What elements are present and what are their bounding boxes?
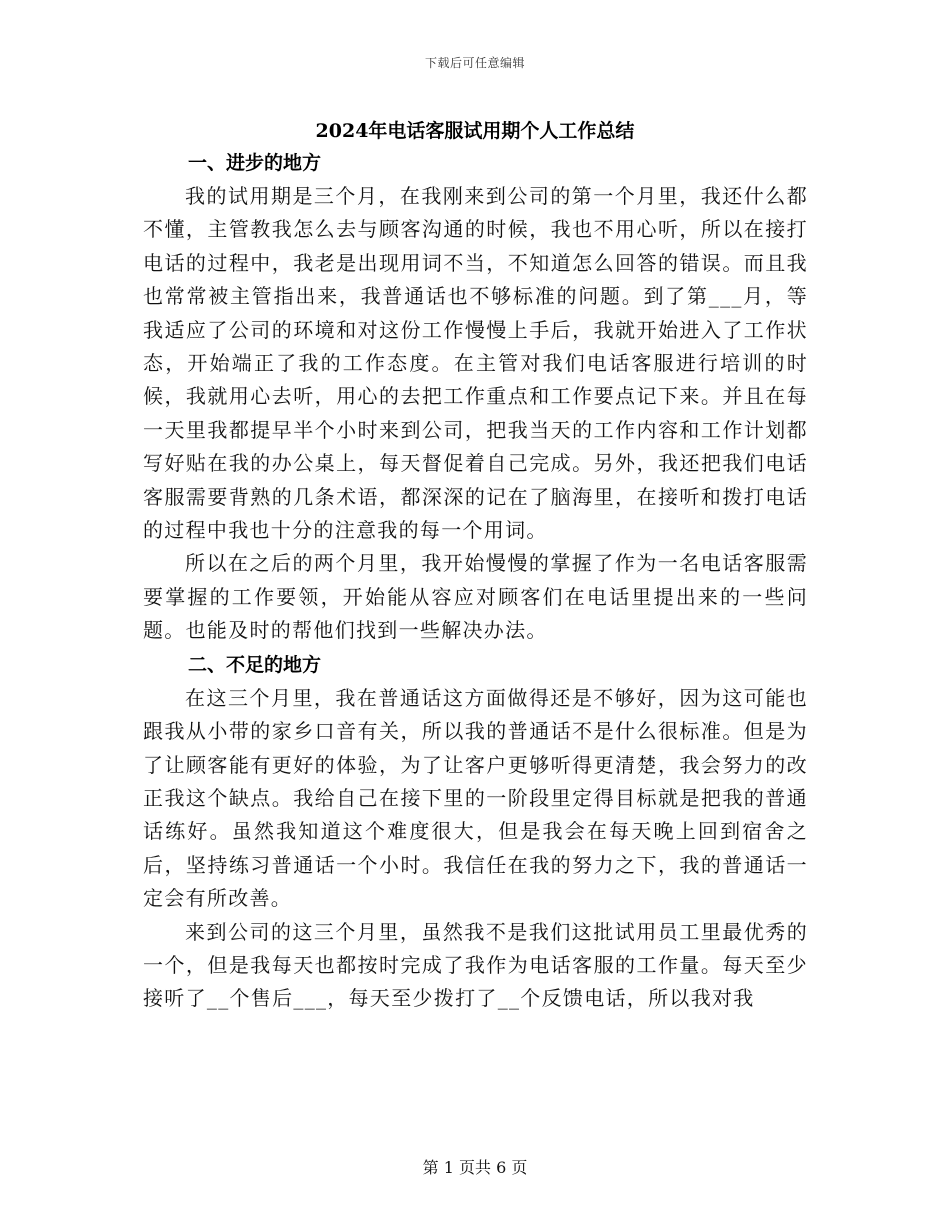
- header-note: 下载后可任意编辑: [424, 56, 525, 70]
- paragraph: 来到公司的这三个月里，虽然我不是我们这批试用员工里最优秀的一个，但是我每天也都按时完成了我作为电话客服的工作量。每天至少接听了__个售后___，每天至少拨打了__个反馈电话，所以我对我: [143, 919, 808, 1011]
- section-heading-shortcomings: 二、不足的地方: [188, 653, 322, 676]
- section-heading-progress: 一、进步的地方: [188, 152, 322, 174]
- document-body: [143, 146, 808, 1016]
- page-number-footer: 第 1 页共 6 页: [422, 1158, 528, 1177]
- document-title: 2024年电话客服试用期个人工作总结: [315, 120, 635, 142]
- paragraph: 所以在之后的两个月里，我开始慢慢的掌握了作为一名电话客服需要掌握的工作要领，开始能从容应对顾客们在电话里提出来的一些问题。也能及时的帮他们找到一些解决办法。: [143, 551, 808, 643]
- paragraph: 在这三个月里，我在普通话这方面做得还是不够好，因为这可能也跟我从小带的家乡口音有关，所以我的普通话不是什么很标准。但是为了让顾客能有更好的体验，为了让客户更够听得更清楚，我会努力的改正我这个缺点。我给自己在接下里的一阶段里定得目标就是把我的普通话练好。虽然我知道这个难度很大，但是我会在每天晚上回到宿舍之后，坚持练习普通话一个小时。我信任在我的努力之下，我的普通话一定会有所改善。: [143, 685, 808, 911]
- paragraph: 我的试用期是三个月，在我刚来到公司的第一个月里，我还什么都不懂，主管教我怎么去与顾客沟通的时候，我也不用心听，所以在接打电话的过程中，我老是出现用词不当，不知道怎么回答的错误。而且我也常常被主管指出来，我普通话也不够标准的问题。到了第___月，等我适应了公司的环境和对这份工作慢慢上手后，我就开始进入了工作状态，开始端正了我的工作态度。在主管对我们电话客服进行培训的时候，我就用心去听，用心的去把工作重点和工作要点记下来。并且在每一天里我都提早半个小时来到公司，把我当天的工作内容和工作计划都写好贴在我的办公桌上，每天督促着自己完成。另外，我还把我们电话客服需要背熟的几条术语，都深深的记在了脑海里，在接听和拨打电话的过程中我也十分的注意我的每一个用词。: [143, 184, 808, 543]
